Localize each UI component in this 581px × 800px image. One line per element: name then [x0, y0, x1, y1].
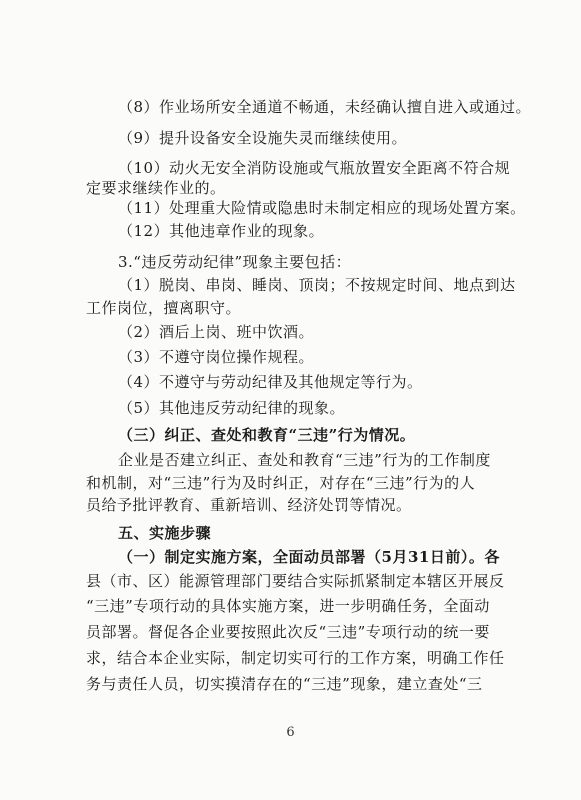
text-line: 求，结合本企业实际，制定切实可行的工作方案，明确工作任: [86, 649, 505, 667]
text-line: 和机制，对“三违”行为及时纠正，对存在“三违”行为的人: [86, 474, 476, 492]
text-line: 3.“违反劳动纪律”现象主要包括：: [118, 253, 352, 271]
text-line: （9）提升设备安全设施失灵而继续使用。: [118, 129, 408, 147]
section-heading: 五、实施步骤: [118, 524, 212, 542]
text-line: 定要求继续作业的。: [86, 179, 226, 197]
subsection-heading: （一）制定实施方案，全面动员部署（5月31日前）。各: [118, 548, 500, 566]
text-line: “三违”专项行动的具体实施方案，进一步明确任务，全面动: [86, 597, 490, 615]
text-line: 县（市、区）能源管理部门要结合实际抓紧制定本辖区开展反: [86, 572, 505, 590]
text-line: 企业是否建立纠正、查处和教育“三违”行为的工作制度: [118, 451, 491, 469]
text-line: （10）动火无安全消防设施或气瓶放置安全距离不符合规: [118, 159, 511, 177]
section-heading: （三）纠正、查处和教育“三违”行为情况。: [118, 426, 416, 444]
text-line: （3）不遵守岗位操作规程。: [118, 348, 315, 366]
text-line: （1）脱岗、串岗、睡岗、顶岗；不按规定时间、地点到达: [118, 276, 516, 294]
text-line: （8）作业场所安全通道不畅通，未经确认擅自进入或通过。: [118, 98, 532, 116]
text-line: （5）其他违反劳动纪律的现象。: [118, 399, 346, 417]
page-number: 6: [286, 725, 295, 740]
text-line: （4）不遵守与劳动纪律及其他规定等行为。: [118, 373, 423, 391]
text-line: （12）其他违章作业的现象。: [118, 222, 325, 240]
text-line: 员给予批评教育、重新培训、经济处罚等情况。: [86, 496, 412, 514]
text-line: （11）处理重大险情或隐患时未制定相应的现场处置方案。: [118, 199, 526, 217]
text-line: 务与责任人员，切实摸清存在的“三违”现象，建立查处“三: [86, 675, 483, 693]
text-line: 工作岗位，擅离职守。: [86, 299, 242, 317]
text-line: （2）酒后上岗、班中饮酒。: [118, 323, 315, 341]
text-line: 员部署。督促各企业要按照此次反“三违”专项行动的统一要: [86, 623, 490, 641]
